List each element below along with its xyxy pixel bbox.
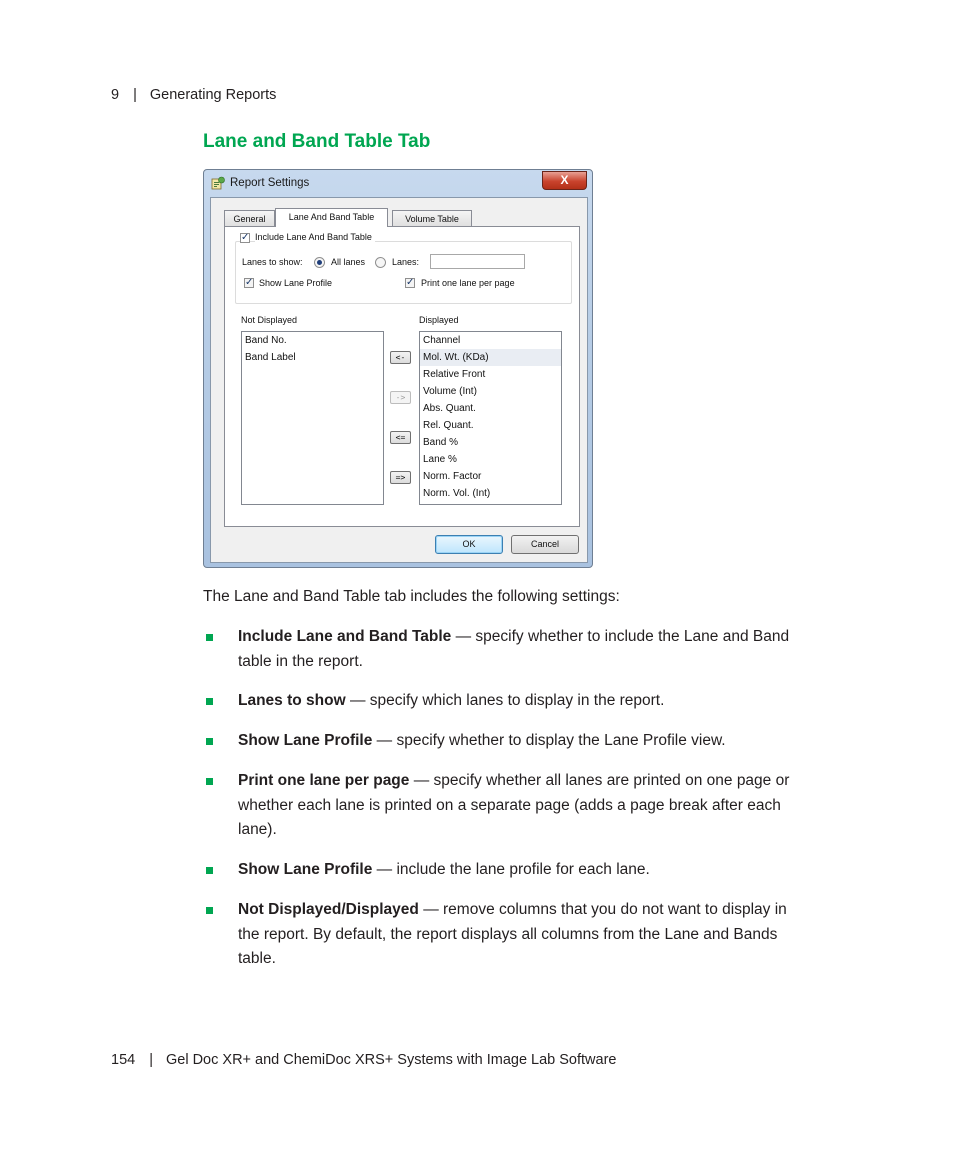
section-title: Lane and Band Table Tab	[203, 131, 431, 152]
chapter-number: 9	[111, 87, 120, 103]
bullet-text: — specify whether to include the Lane and Band table in the report.	[238, 628, 790, 670]
list-item[interactable]: Channel	[423, 335, 461, 346]
not-displayed-listbox[interactable]	[241, 331, 384, 505]
include-table-label: Include Lane And Band Table	[255, 232, 375, 242]
book-title: Gel Doc XR+ and ChemiDoc XRS+ Systems with Image Lab Software	[165, 1052, 617, 1068]
print-one-lane-label: Print one lane per page	[421, 278, 515, 288]
tab-panel	[224, 226, 580, 527]
report-app-icon	[211, 176, 225, 190]
list-item[interactable]: Lane %	[423, 454, 457, 465]
move-right-button[interactable]: ->	[390, 391, 411, 404]
bullet-square-icon	[206, 778, 213, 785]
move-all-left-button[interactable]: <=	[390, 431, 411, 444]
list-item[interactable]: Norm. Vol. (Int)	[423, 488, 491, 499]
header-separator: |	[133, 87, 137, 103]
page-number: 154	[111, 1052, 136, 1068]
bullet-text: — specify whether to display the Lane Profile view.	[372, 732, 726, 749]
show-lane-profile-checkbox[interactable]: ✓	[245, 277, 254, 288]
list-item[interactable]: Relative Front	[423, 369, 486, 380]
include-table-checkbox[interactable]: ✓	[241, 232, 250, 243]
close-button[interactable]: X	[542, 171, 587, 190]
report-settings-dialog	[203, 169, 593, 568]
bullet-square-icon	[206, 907, 213, 914]
bullet-content	[238, 729, 808, 754]
ok-button[interactable]: OK	[435, 535, 503, 554]
tab-volume-table[interactable]: Volume Table	[392, 210, 472, 227]
lanes-radio[interactable]	[375, 257, 386, 268]
bullet-content	[238, 625, 808, 674]
displayed-listbox[interactable]	[419, 331, 562, 505]
bullet-term: Lanes to show	[238, 692, 346, 709]
bullet-content	[238, 898, 808, 972]
list-item[interactable]: Band %	[423, 437, 459, 448]
all-lanes-radio[interactable]	[314, 257, 325, 268]
bullet-text: — specify which lanes to display in the report.	[345, 692, 665, 709]
tab-lane-and-band-table[interactable]: Lane And Band Table	[275, 208, 388, 227]
cancel-button[interactable]: Cancel	[511, 535, 579, 554]
dialog-titlebar	[204, 170, 592, 197]
bullet-square-icon	[206, 867, 213, 874]
list-item[interactable]: Norm. Factor	[423, 471, 482, 482]
list-item[interactable]: Band No.	[245, 335, 287, 346]
radio-selected-dot	[317, 260, 322, 265]
running-footer	[111, 1052, 616, 1068]
bullet-text: — remove columns that you do not want to display in the report. By default, the report displays all columns from the Lane and Bands table.	[238, 901, 787, 967]
chapter-title: Generating Reports	[149, 87, 277, 103]
show-lane-profile-label: Show Lane Profile	[259, 278, 333, 288]
lanes-input[interactable]	[430, 254, 525, 269]
list-item[interactable]: Abs. Quant.	[423, 403, 476, 414]
bullet-square-icon	[206, 698, 213, 705]
running-header	[111, 87, 276, 103]
include-table-groupbox	[235, 241, 572, 304]
dialog-client-area	[210, 197, 588, 563]
bullet-square-icon	[206, 738, 213, 745]
not-displayed-label: Not Displayed	[241, 315, 298, 325]
bullet-content	[238, 858, 808, 883]
displayed-label: Displayed	[419, 315, 459, 325]
bullet-term: Print one lane per page	[238, 772, 410, 789]
lanes-to-show-label: Lanes to show:	[242, 257, 303, 267]
bullet-text: — include the lane profile for each lane.	[372, 861, 650, 878]
dialog-title: Report Settings	[230, 177, 310, 189]
move-all-right-button[interactable]: =>	[390, 471, 411, 484]
all-lanes-label: All lanes	[331, 257, 366, 267]
tab-general[interactable]: General	[224, 210, 275, 227]
bullet-term: Include Lane and Band Table	[238, 628, 452, 645]
bullet-term: Show Lane Profile	[238, 732, 373, 749]
lanes-label: Lanes:	[392, 257, 420, 267]
intro-paragraph: The Lane and Band Table tab includes the following settings:	[203, 588, 620, 605]
footer-separator: |	[149, 1052, 153, 1068]
bullet-term: Not Displayed/Displayed	[238, 901, 419, 918]
list-item[interactable]: Band Label	[245, 352, 296, 363]
bullet-term: Show Lane Profile	[238, 861, 373, 878]
list-item[interactable]: Volume (Int)	[423, 386, 477, 397]
list-item-selected[interactable]: Mol. Wt. (KDa)	[420, 349, 561, 366]
bullet-content	[238, 689, 808, 714]
bullet-content	[238, 769, 808, 843]
list-item[interactable]: Rel. Quant.	[423, 420, 474, 431]
print-one-lane-checkbox[interactable]: ✓	[406, 277, 415, 288]
bullet-square-icon	[206, 634, 213, 641]
bullet-text: — specify whether all lanes are printed on one page or whether each lane is printed on a separate page (adds a page break after each lane).	[238, 772, 790, 838]
move-left-button[interactable]: <-	[390, 351, 411, 364]
